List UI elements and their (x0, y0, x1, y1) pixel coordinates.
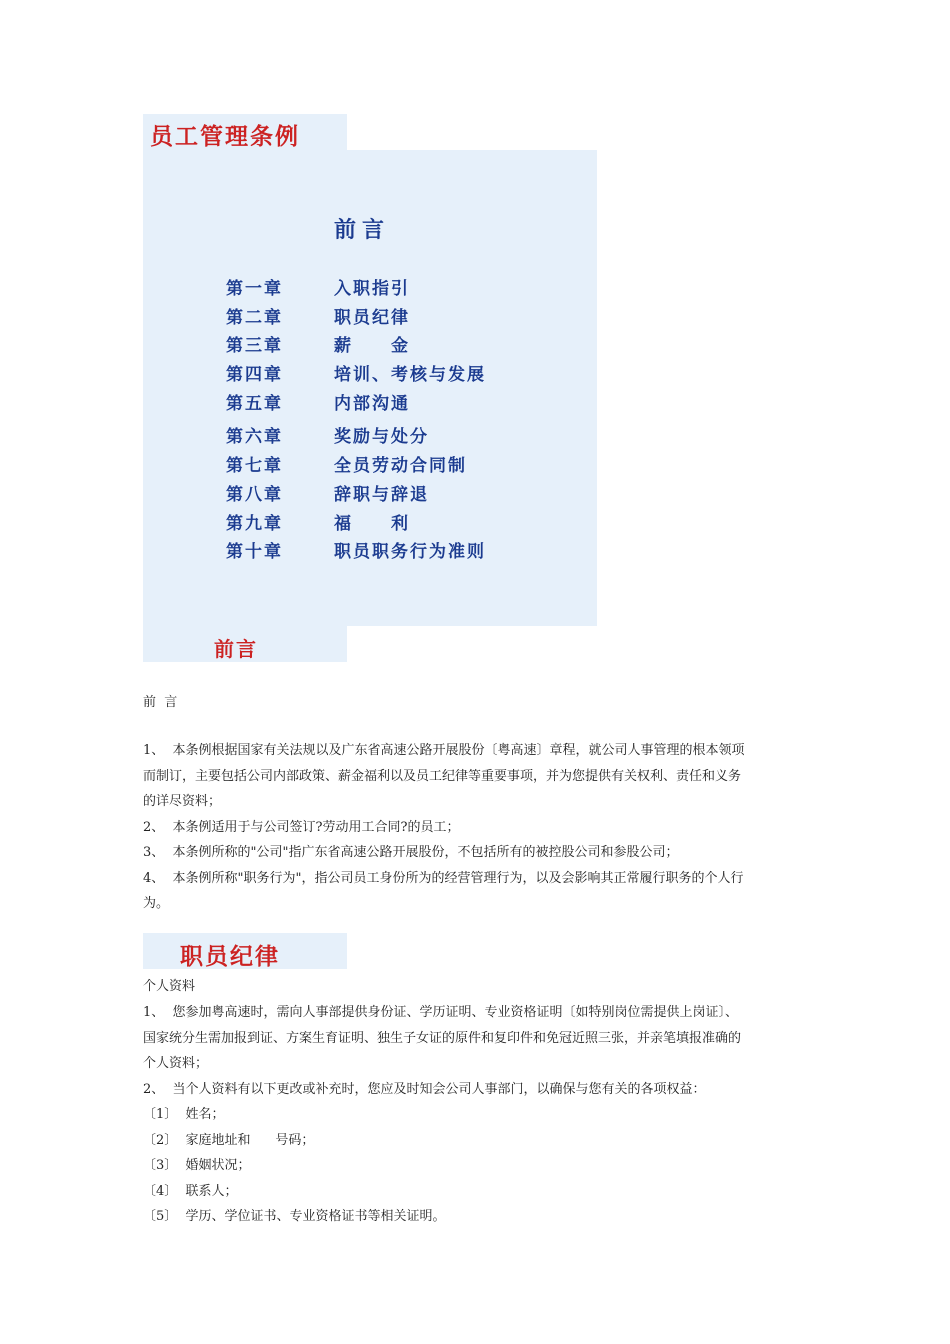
toc-chapter-number: 第七章 (226, 456, 283, 476)
paragraph-line: 4、 本条例所称"职务行为"，指公司员工身份所为的经营管理行为，以及会影响其正常履行职务的个人行 (143, 870, 744, 886)
toc-chapter-name: 全员劳动合同制 (334, 456, 467, 476)
toc-chapter-number: 第三章 (226, 336, 283, 356)
toc-chapter-name: 奖励与处分 (334, 427, 429, 447)
personal-info-heading: 个人资料 (143, 979, 196, 994)
list-item: 〔5〕 学历、学位证书、专业资格证书等相关证明。 (143, 1209, 446, 1224)
toc-chapter-name: 内部沟通 (334, 394, 410, 414)
toc-chapter-number: 第四章 (226, 365, 283, 385)
paragraph-line: 1、 本条例根据国家有关法规以及广东省高速公路开展股份〔粤高速〕章程，就公司人事管理的根本领项 (143, 743, 745, 758)
paragraph-line: 而制订，主要包括公司内部政策、薪金福利以及员工纪律等重要事项，并为您提供有关权利、责任和义务 (143, 768, 742, 784)
toc-chapter-name: 培训、考核与发展 (334, 365, 486, 385)
paragraph-line: 3、 本条例所称的"公司"指广东省高速公路开展股份，不包括所有的被控股公司和参股公司； (143, 845, 679, 860)
document-title: 员工管理条例 (150, 124, 300, 150)
toc-chapter-number: 第九章 (226, 514, 283, 534)
discipline-banner-title: 职员纪律 (180, 944, 280, 970)
preface-banner-title: 前言 (214, 637, 258, 661)
toc-chapter-number: 第一章 (226, 279, 283, 299)
toc-chapter-name: 福 利 (334, 514, 410, 534)
paragraph-line: 1、 您参加粤高速时，需向人事部提供身份证、学历证明、专业资格证明〔如特别岗位需提供上岗证〕、 (143, 1005, 739, 1020)
paragraph-line: 的详尽资料； (143, 794, 222, 809)
toc-chapter-number: 第五章 (226, 394, 283, 414)
toc-chapter-number: 第二章 (226, 308, 283, 328)
toc-chapter-name: 薪 金 (334, 336, 410, 356)
list-item: 〔2〕 家庭地址和 号码； (143, 1132, 315, 1148)
toc-chapter-number: 第六章 (226, 427, 283, 447)
toc-chapter-name: 入职指引 (334, 279, 410, 299)
toc-chapter-name: 辞职与辞退 (334, 485, 429, 505)
paragraph-line: 2、 当个人资料有以下更改或补充时，您应及时知会公司人事部门，以确保与您有关的各项权益： (143, 1081, 706, 1097)
list-item: 〔3〕 婚姻状况； (143, 1158, 251, 1173)
list-item: 〔4〕 联系人； (143, 1183, 238, 1199)
preface-heading: 前 言 (143, 695, 178, 710)
toc-chapter-name: 职员职务行为准则 (334, 542, 486, 562)
toc-chapter-name: 职员纪律 (334, 308, 410, 328)
paragraph-line: 国家统分生需加报到证、方案生育证明、独生子女证的原件和复印件和免冠近照三张，并亲笔填报准确的 (143, 1030, 742, 1046)
toc-chapter-number: 第十章 (226, 542, 283, 562)
toc-heading: 前言 (334, 218, 391, 243)
toc-chapter-number: 第八章 (226, 485, 283, 505)
paragraph-line: 为。 (143, 896, 170, 911)
list-item: 〔1〕 姓名； (143, 1107, 225, 1122)
paragraph-line: 2、 本条例适用于与公司签订?劳动用工合同?的员工； (143, 819, 460, 835)
paragraph-line: 个人资料； (143, 1056, 209, 1071)
